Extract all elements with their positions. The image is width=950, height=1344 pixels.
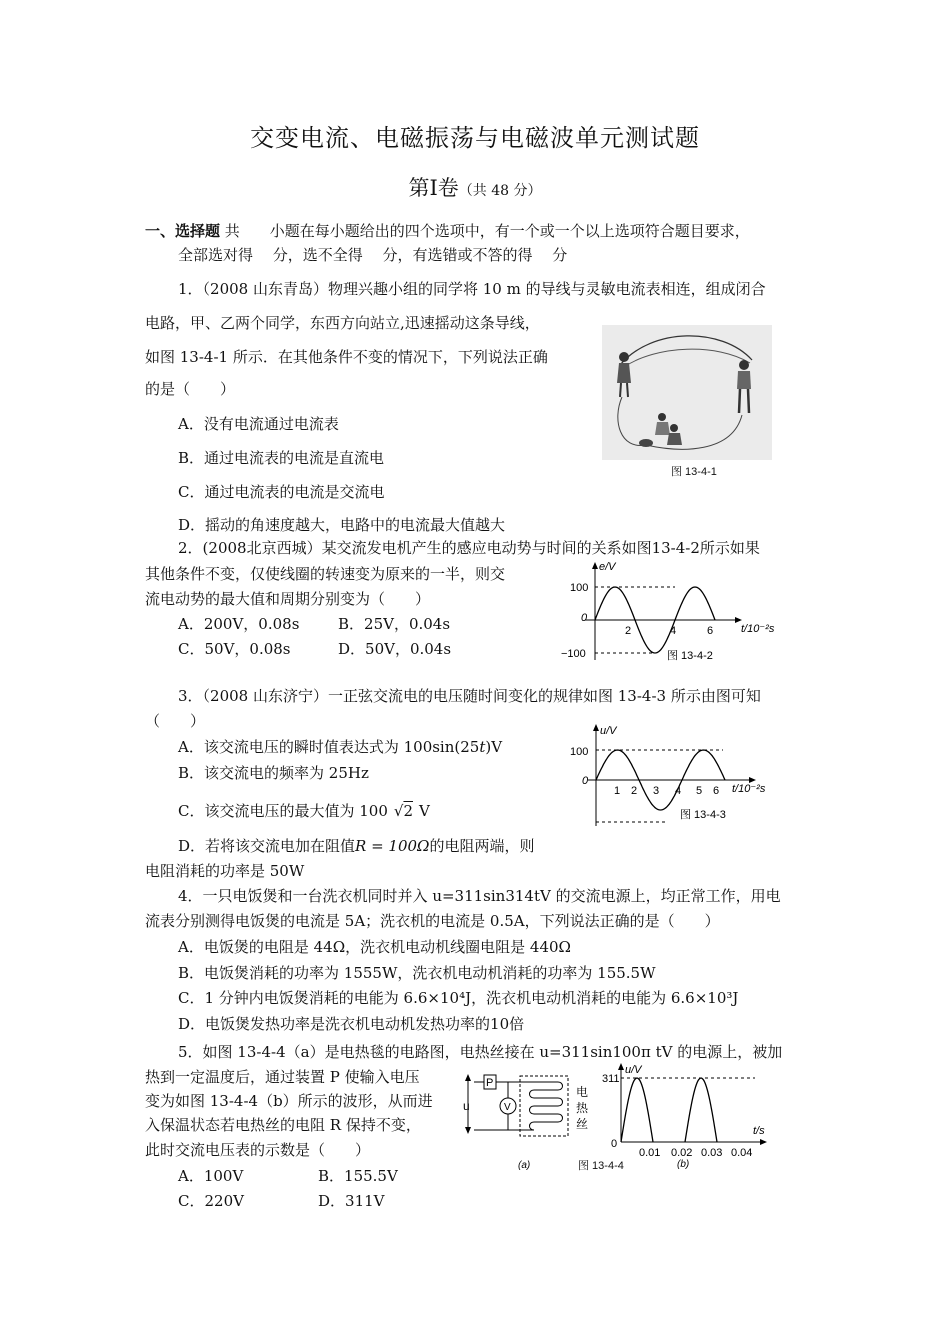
q1-line-1: 1．（2008 山东青岛）物理兴趣小组的同学将 10 m 的导线与灵敏电流表相连，组成闭合 (178, 280, 766, 298)
fig-b-label: (b) (677, 1159, 690, 1170)
q1-option-d: D．摇动的角速度越大，电路中的电流最大值越大 (178, 516, 506, 534)
figure-13-4-1-caption: 图 13-4-1 (671, 466, 717, 478)
q4-option-d: D．电饭煲发热功率是洗衣机电动机发热功率的10倍 (178, 1015, 525, 1033)
q1-line-4: 的是（ ） (145, 380, 236, 398)
q5-line-2: 热到一定温度后，通过装置 P 使输入电压 (145, 1068, 420, 1086)
x-tick-1: 1 (614, 785, 621, 797)
q3-option-d-pre: D．若将该交流电加在阻值 (178, 837, 356, 855)
page-title: 交变电流、电磁振荡与电磁波单元测试题 (250, 124, 700, 152)
x-axis-label: t/10⁻²s (732, 783, 766, 795)
y-axis-arrow-icon (592, 562, 598, 569)
y-axis-label: u/V (625, 1064, 642, 1076)
x-axis-arrow-icon (760, 1139, 767, 1145)
q1-line-3: 如图 13-4-1 所示．在其他条件不变的情况下，下列说法正确 (145, 348, 548, 366)
q5-option-b: B．155.5V (318, 1167, 398, 1185)
y-axis-label: u/V (600, 725, 617, 737)
q5-option-d: D．311V (318, 1192, 385, 1210)
q5-option-a: A．100V (178, 1167, 244, 1185)
q3-option-a-post: )V (485, 738, 503, 756)
y-tick-100: 100 (570, 746, 589, 758)
chart-13-4-2 (555, 560, 775, 668)
q2-option-d: D．50V，0.04s (338, 640, 452, 658)
volume-label: 第Ⅰ卷 (408, 176, 459, 200)
x-tick-5: 5 (696, 785, 703, 797)
q3-line-2: （ ） (145, 712, 206, 730)
q3-option-d-line-1 (178, 835, 535, 856)
y-tick-neg100: −100 (561, 648, 586, 660)
x-tick-0.02: 0.02 (671, 1147, 693, 1159)
y-axis-label: e/V (599, 561, 616, 573)
section-text-1: 共 小题在每小题给出的四个选项中，有一个或一个以上选项符合题目要求， (224, 222, 750, 240)
voltmeter-label: V (504, 1102, 511, 1113)
fig-a-label: (a) (518, 1160, 531, 1171)
q5-line-1: 5．如图 13-4-4（a）是电热毯的电路图，电热丝接在 u=311sin100π tV 的电源上，被加 (178, 1043, 783, 1061)
heating-wire-icon (526, 1082, 563, 1130)
u-label: u (463, 1099, 470, 1113)
x-tick-6: 6 (713, 785, 720, 797)
q4-option-a: A．电饭煲的电阻是 44Ω，洗衣机电动机线圈电阻是 440Ω (178, 938, 571, 956)
y-axis-arrow-icon (618, 1063, 624, 1070)
x-axis-label: t/10⁻²s (741, 623, 775, 635)
q1-option-b: B．通过电流表的电流是直流电 (178, 449, 385, 467)
chart-caption: 图 13-4-3 (680, 809, 726, 821)
heater-char-3: 丝 (576, 1117, 589, 1131)
chart-13-4-4b (602, 1060, 780, 1172)
q3-option-b: B．该交流电的频率为 25Hz (178, 764, 369, 782)
figure-13-4-1-illustration (602, 325, 772, 460)
y-tick-0: 0 (581, 612, 588, 624)
q5-option-c: C．220V (178, 1192, 244, 1210)
q2-option-a: A．200V，0.08s (178, 615, 300, 633)
q2-line-1: 2．(2008北京西城）某交流发电机产生的感应电动势与时间的关系如图13-4-2所示如果 (178, 539, 760, 557)
x-tick-3: 3 (653, 785, 660, 797)
y-tick-0: 0 (582, 775, 589, 787)
q3-option-a (178, 736, 502, 757)
q3-option-d-post: 的电阻两端，则 (429, 837, 535, 855)
q4-option-b: B．电饭煲消耗的功率为 1555W，洗衣机电动机消耗的功率为 155.5W (178, 964, 656, 982)
x-axis-label: t/s (753, 1125, 765, 1137)
q5-line-3: 变为如图 13-4-4（b）所示的波形，从而进 (145, 1092, 433, 1110)
q5-line-5: 此时交流电压表的示数是（ ） (145, 1141, 371, 1159)
q1-option-a: A．没有电流通过电流表 (178, 415, 339, 433)
q4-line-2: 流表分别测得电饭煲的电流是 5A；洗衣机的电流是 0.5A，下列说法正确的是（ ） (145, 912, 720, 930)
volume-note: （共 48 分） (458, 183, 542, 199)
q3-option-c-root: 2 (403, 802, 413, 820)
q3-option-c (178, 800, 430, 821)
q3-option-c-pre: C．该交流电压的最大值为 100 (178, 802, 388, 820)
y-axis-arrow-icon (593, 724, 599, 731)
x-tick-2: 2 (625, 625, 632, 637)
q1-line-2: 电路，甲、乙两个同学，东西方向站立,迅速摇动这条导线， (145, 314, 540, 332)
chart-caption: 图 13-4-2 (667, 650, 713, 662)
y-tick-311: 311 (602, 1073, 620, 1085)
device-p-label: P (486, 1077, 494, 1089)
x-tick-4: 4 (670, 625, 677, 637)
q3-option-c-post: V (419, 802, 430, 820)
sqrt-icon: √ (393, 802, 404, 820)
section-text-2: 全部选对得 分，选不全得 分，有选错或不答的得 分 (178, 246, 568, 264)
q2-option-c: C．50V，0.08s (178, 640, 291, 658)
q4-option-c: C．1 分钟内电饭煲消耗的电能为 6.6×10⁴J，洗衣机电动机消耗的电能为 6.6×10³J (178, 989, 739, 1007)
q3-option-d-line-2: 电阻消耗的功率是 50W (145, 862, 305, 880)
origin-label: 0 (611, 1138, 618, 1150)
chart-13-4-3 (568, 722, 783, 830)
q3-option-d-eq: R = 100Ω (355, 837, 430, 855)
q5-line-4: 入保温状态若电热丝的电阻 R 保持不变， (145, 1116, 421, 1134)
q3-option-a-pre: A．该交流电压的瞬时值表达式为 100sin(25 (178, 738, 480, 756)
q4-line-1: 4．一只电饭煲和一台洗衣机同时并入 u=311sin314tV 的交流电源上，均正常工作，用电 (178, 887, 781, 905)
x-tick-2: 2 (631, 785, 638, 797)
x-tick-0.03: 0.03 (701, 1147, 723, 1159)
x-tick-0.01: 0.01 (639, 1147, 661, 1159)
x-tick-4: 4 (675, 785, 682, 797)
x-tick-0.04: 0.04 (731, 1147, 753, 1159)
q2-option-b: B．25V，0.04s (338, 615, 451, 633)
heater-char-2: 热 (576, 1101, 589, 1115)
u-arrow-down-icon (465, 1127, 471, 1134)
q3-line-1: 3．（2008 山东济宁）一正弦交流电的电压随时间变化的规律如图 13-4-3 所示由图可知 (178, 687, 761, 705)
figure-13-4-4-caption: 图 13-4-4 (578, 1160, 624, 1172)
section-label: 一、选择题 (145, 222, 221, 240)
q2-line-2: 其他条件不变，仅使线圈的转速变为原来的一半，则交 (145, 565, 506, 583)
q1-option-c: C．通过电流表的电流是交流电 (178, 483, 385, 501)
heater-char-1: 电 (576, 1085, 589, 1099)
y-tick-100: 100 (570, 582, 589, 594)
section-line-1 (145, 220, 750, 241)
x-tick-6: 6 (707, 625, 714, 637)
q3-option-a-t: t (479, 738, 486, 756)
u-arrow-up-icon (465, 1074, 471, 1081)
half-wave-curve (621, 1078, 717, 1142)
q2-line-3: 流电动势的最大值和周期分别变为（ ） (145, 590, 431, 608)
volume-heading (0, 172, 950, 202)
